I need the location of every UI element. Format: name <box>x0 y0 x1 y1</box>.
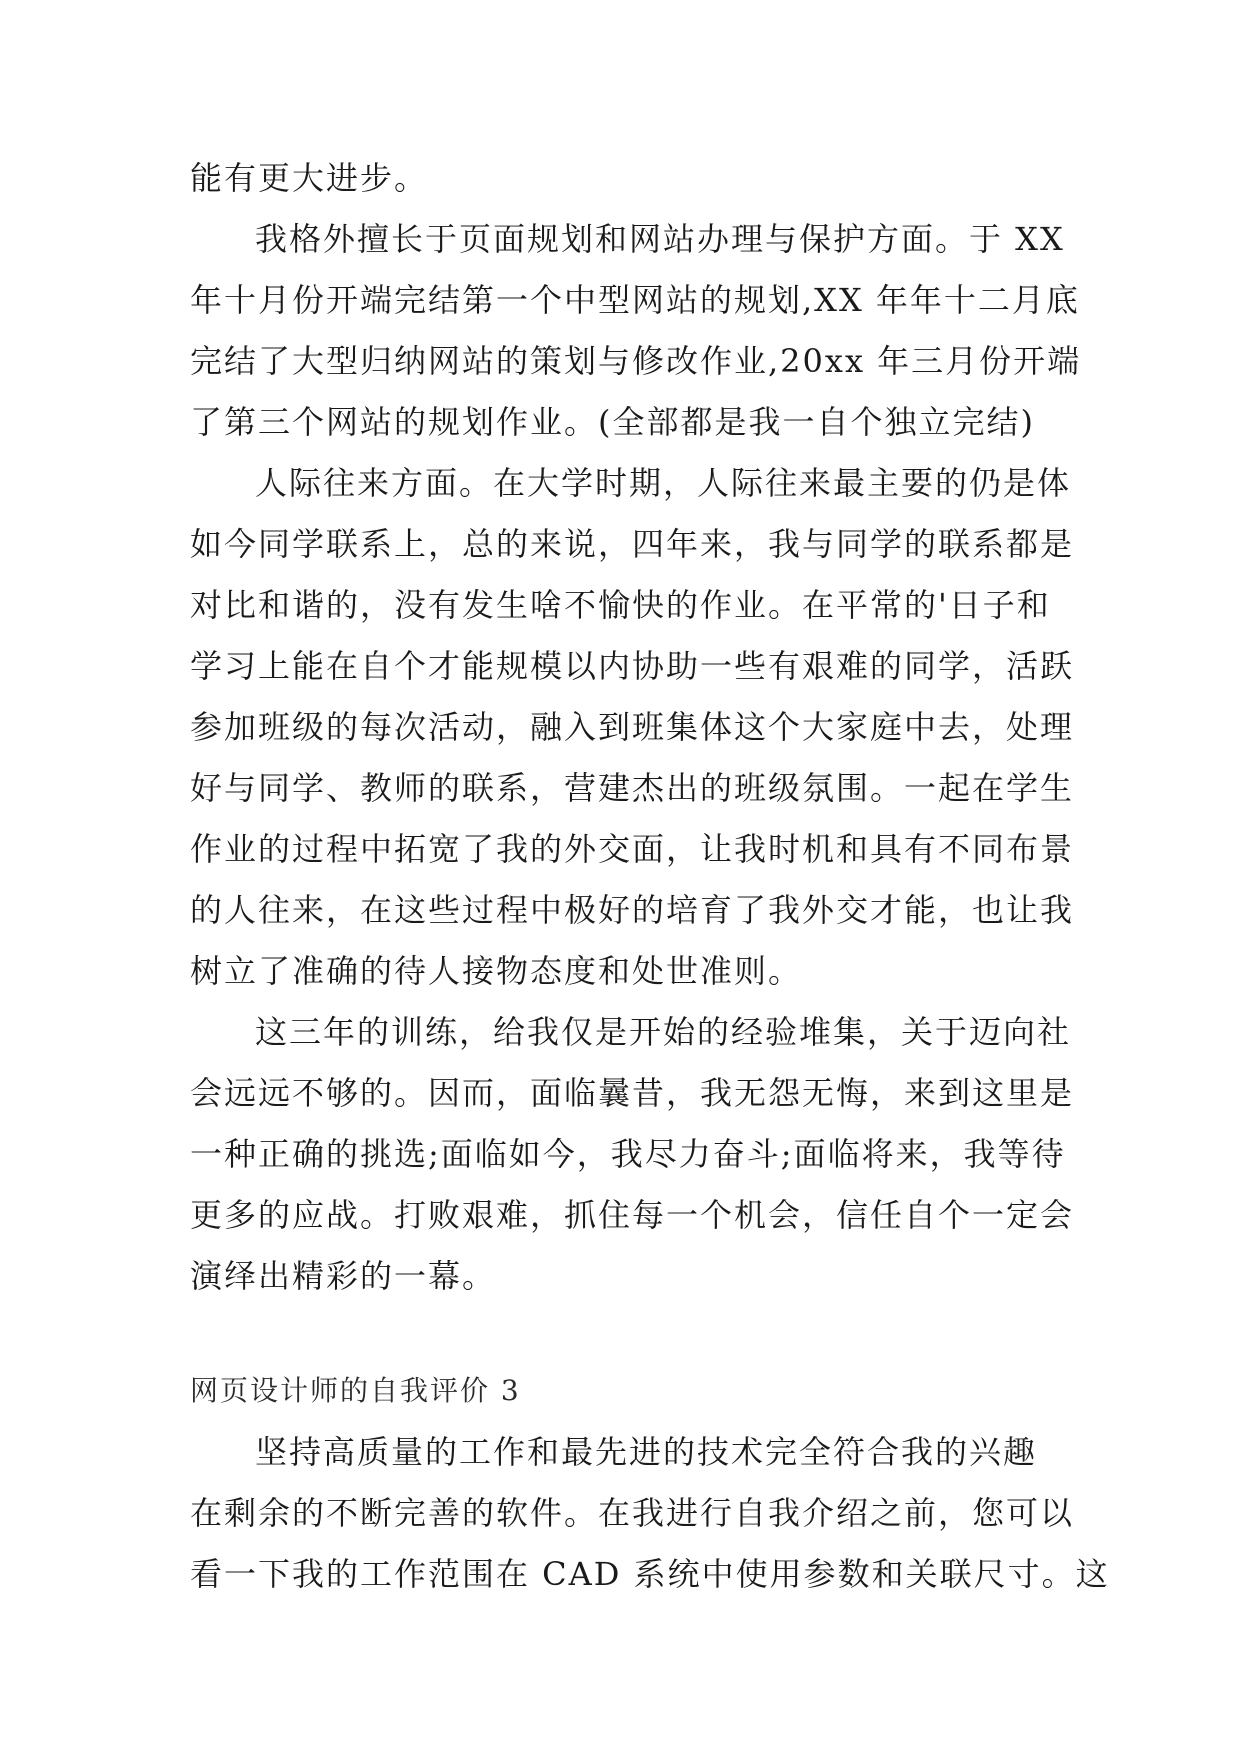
text-line: 看一下我的工作范围在 CAD 系统中使用参数和关联尺寸。这 <box>190 1555 1110 1593</box>
paragraph <box>190 463 1075 1012</box>
paragraph <box>190 1012 1075 1317</box>
text-line: 年十月份开端完结第一个中型网站的规划,XX 年年十二月底 <box>190 281 1080 319</box>
text-line: 作业的过程中拓宽了我的外交面，让我时机和具有不同布景 <box>190 830 1075 868</box>
text-line: 的人往来，在这些过程中极好的培育了我外交才能，也让我 <box>190 891 1075 929</box>
section-heading: 网页设计师的自我评价 3 <box>190 1374 521 1407</box>
text-line: 演绎出精彩的一幕。 <box>190 1257 497 1295</box>
paragraph <box>190 1432 1110 1615</box>
text-line: 树立了准确的待人接物态度和处世准则。 <box>190 952 803 990</box>
text-line: 完结了大型归纳网站的策划与修改作业,20xx 年三月份开端 <box>190 342 1082 380</box>
text-line: 更多的应战。打败艰难，抓住每一个机会，信任自个一定会 <box>190 1196 1075 1234</box>
text-line: 一种正确的挑选;面临如今，我尽力奋斗;面临将来，我等待 <box>190 1135 1066 1173</box>
text-line: 在剩余的不断完善的软件。在我进行自我介绍之前，您可以 <box>190 1494 1075 1532</box>
document-content <box>190 158 1110 1615</box>
paragraph <box>190 158 1050 219</box>
text-line: 人际往来方面。在大学时期，人际往来最主要的仍是体 <box>255 464 1072 502</box>
text-line: 学习上能在自个才能规模以内协助一些有艰难的同学，活跃 <box>190 647 1075 685</box>
text-line: 会远远不够的。因而，面临曩昔，我无怨无悔，来到这里是 <box>190 1074 1075 1112</box>
section-spacer <box>190 1317 1050 1371</box>
text-line: 如今同学联系上，总的来说，四年来，我与同学的联系都是 <box>190 525 1075 563</box>
paragraph <box>190 219 1082 463</box>
text-line: 了第三个网站的规划作业。(全部都是我一自个独立完结) <box>190 403 1035 441</box>
text-line: 参加班级的每次活动，融入到班集体这个大家庭中去，处理 <box>190 708 1075 746</box>
text-line: 坚持高质量的工作和最先进的技术完全符合我的兴趣 <box>255 1433 1038 1471</box>
text-line: 我格外擅长于页面规划和网站办理与保护方面。于 XX <box>255 220 1065 258</box>
text-line: 好与同学、教师的联系，营建杰出的班级氛围。一起在学生 <box>190 769 1075 807</box>
text-line: 这三年的训练，给我仅是开始的经验堆集，关于迈向社 <box>255 1013 1072 1051</box>
text-line: 对比和谐的，没有发生啥不愉快的作业。在平常的'日子和 <box>190 586 1051 624</box>
text-line: 能有更大进步。 <box>190 159 429 197</box>
